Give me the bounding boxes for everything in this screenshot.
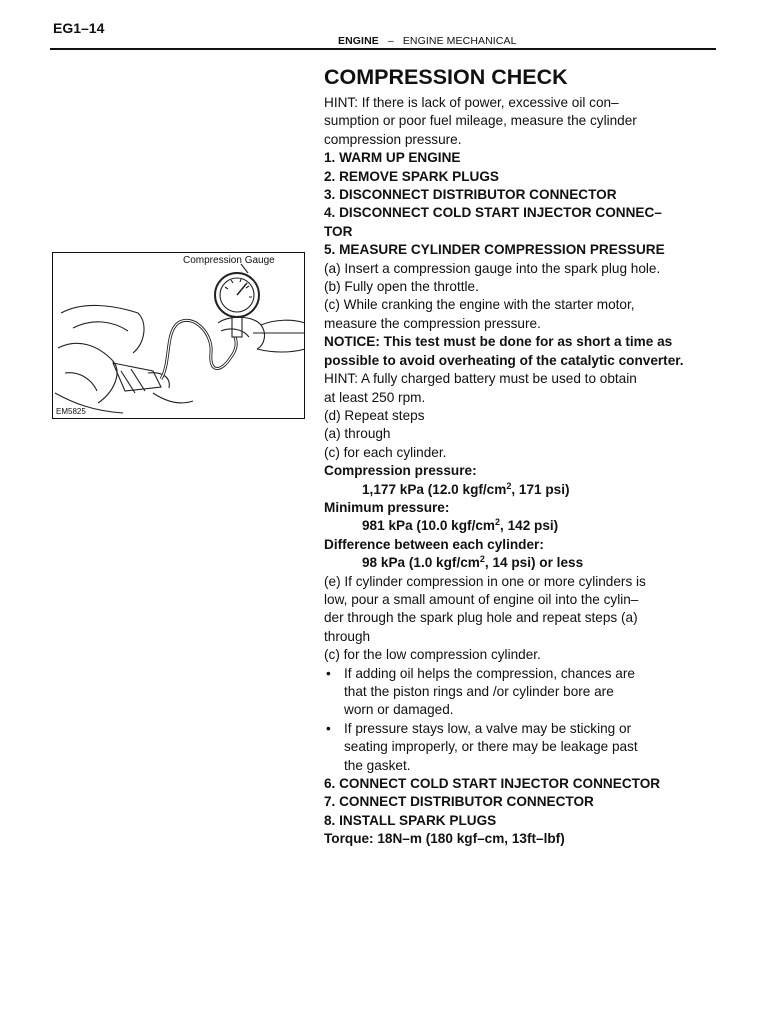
step-heading: TOR [324,223,353,239]
spec-value-tail: , 14 psi) or less [484,555,584,571]
substep-line: (c) for each cylinder. [324,444,447,460]
header-section: ENGINE [338,35,379,47]
torque-spec: Torque: 18N–m (180 kgf–cm, 13ft–lbf) [324,831,565,847]
step-heading: 5. MEASURE CYLINDER COMPRESSION PRESSURE [324,242,665,258]
hint-line: HINT: If there is lack of power, excessive oil con– [324,95,619,110]
procedure-text [324,62,714,849]
substep-line: (a) through [324,426,391,442]
figure-code: EM5825 [56,407,86,416]
spec-value-exponent: 2 [495,517,501,528]
step-heading: 6. CONNECT COLD START INJECTOR CONNECTOR [324,776,661,792]
substep-line: measure the compression pressure. [324,315,541,331]
spec-value-exponent: 2 [479,554,485,565]
step-heading: 2. REMOVE SPARK PLUGS [324,168,499,184]
substep-line: (c) While cranking the engine with the starter motor, [324,297,635,313]
spec-value-tail: , 142 psi) [500,518,559,534]
spec-label: Compression pressure: [324,463,477,479]
bullet-item [324,720,714,775]
bullet-line: If pressure stays low, a valve may be sticking or [344,720,632,736]
spec-value-exponent: 2 [506,480,512,491]
step-heading: 3. DISCONNECT DISTRIBUTOR CONNECTOR [324,187,617,203]
spec-value-main: 1,177 kPa (12.0 kgf/cm [362,481,507,497]
hint-line: HINT: A fully charged battery must be used to obtain [324,371,637,387]
spec-value [324,554,714,572]
substep-line: (c) for the low compression cylinder. [324,647,541,663]
spec-value [324,481,714,499]
page-number: EG1–14 [53,20,105,36]
compression-gauge-illustration [52,252,305,419]
hint-line: sumption or poor fuel mileage, measure the cylinder [324,113,637,129]
page-title: COMPRESSION CHECK [324,65,568,89]
spec-value [324,517,714,535]
bullet-line: that the piston rings and /or cylinder bore are [344,684,614,699]
gauge-drawing [53,253,305,419]
substep-line: (d) Repeat steps [324,407,425,423]
step-heading: 8. INSTALL SPARK PLUGS [324,812,497,828]
bullet-line: the gasket. [344,757,411,773]
spec-value-main: 98 kPa (1.0 kgf/cm [362,555,480,571]
step-heading: 7. CONNECT DISTRIBUTOR CONNECTOR [324,794,594,810]
header-rule [50,48,716,50]
bullet-symbol: • [326,720,331,736]
substep-line: through [324,628,371,644]
spec-label: Difference between each cylinder: [324,536,544,552]
notice-line: possible to avoid overheating of the catalytic converter. [324,352,684,368]
running-header [338,35,517,47]
substep-line: (e) If cylinder compression in one or more cylinders is [324,573,646,589]
bullet-line: If adding oil helps the compression, chances are [344,665,635,681]
figure-label: Compression Gauge [183,255,275,266]
hint-line: at least 250 rpm. [324,389,426,405]
substep-line: (a) Insert a compression gauge into the spark plug hole. [324,260,661,276]
substep-line: low, pour a small amount of engine oil into the cylin– [324,591,639,607]
hint-line: compression pressure. [324,131,462,147]
notice-line: NOTICE: This test must be done for as short a time as [324,334,673,350]
bullet-line: worn or damaged. [344,702,454,718]
bullet-line: seating improperly, or there may be leakage past [344,739,638,755]
spec-value-tail: , 171 psi) [511,481,570,497]
substep-line: der through the spark plug hole and repeat steps (a) [324,610,638,626]
step-heading: 4. DISCONNECT COLD START INJECTOR CONNEC– [324,205,662,221]
header-separator: – [387,35,394,47]
step-heading: 1. WARM UP ENGINE [324,150,461,166]
header-subsection: ENGINE MECHANICAL [402,35,517,47]
bullet-symbol: • [326,665,331,681]
substep-line: (b) Fully open the throttle. [324,279,479,295]
bullet-item [324,665,714,720]
spec-value-main: 981 kPa (10.0 kgf/cm [362,518,495,534]
spec-label: Minimum pressure: [324,499,450,515]
